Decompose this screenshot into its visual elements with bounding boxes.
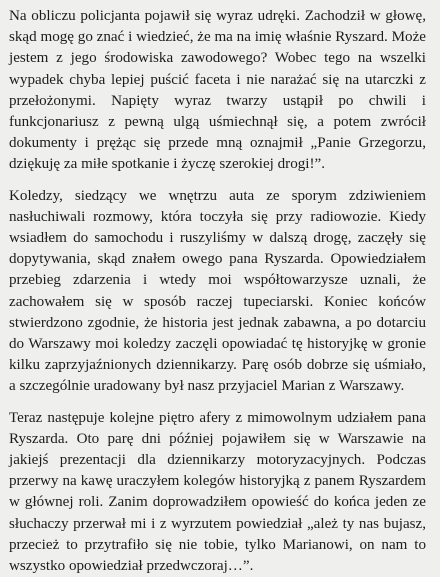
paragraph-3: Teraz następuje kolejne piętro afery z mimowolnym udziałem pana Ryszarda. Oto parę dni później pojawiłem się w Warszawie na jakiejś prezentacji dla dziennikarzy motoryzacyjnych. Podczas przerwy na kawę uraczyłem kolegów historyjką z panem Ryszardem w głównej roli. Zanim doprowadziłem opowieść do końca jeden ze słuchaczy przerwał mi i z wyrzutem powiedział „ależ ty nas bujasz, przecież to przytrafiło się nie tobie, tylko Marianowi, on nam to wszystko opowiedział przedwczoraj…”. bbox=[9, 409, 426, 575]
paragraph-1: Na obliczu policjanta pojawił się wyraz udręki. Zachodził w głowę, skąd mogę go znać i wiedzieć, że ma na imię właśnie Ryszard. Może jestem z jego środowiska zawodowego? Wobec tego na wszelki wypadek chyba lepiej puścić faceta i nie narażać się na utarczki z przełożonymi. Napięty wyraz twarzy ustąpił po chwili i funkcjonariusz z pewną ulgą uśmiechnął się, a potem zwrócił dokumenty i prężąc się przede mną oznajmił „Panie Grzegorzu, dziękuję za miłe spotkanie i życzę szerokiej drogi!”. bbox=[9, 8, 426, 173]
paragraph-2: Koledzy, siedzący we wnętrzu auta ze sporym zdziwieniem nasłuchiwali rozmowy, która toczyła się przy radiowozie. Kiedy wsiadłem do samochodu i ruszyliśmy w dalszą drogę, zaczęły się dopytywania, skąd znałem owego pana Ryszarda. Opowiedziałem przebieg zdarzenia i wtedy moi współtowarzysze uznali, że zachowałem się w sposób raczej tupeciarski. Koniec końców stwierdzono zgodnie, że historia jest jednak zabawna, a po dotarciu do Warszawy moi koledzy zaczęli opowiadać tę historyjkę w gronie kilku zaprzyjaźnionych dziennikarzy. Parę osób dobrze się uśmiało, a szczególnie uradowany był nasz przyjaciel Marian z Warszawy. bbox=[9, 187, 426, 395]
